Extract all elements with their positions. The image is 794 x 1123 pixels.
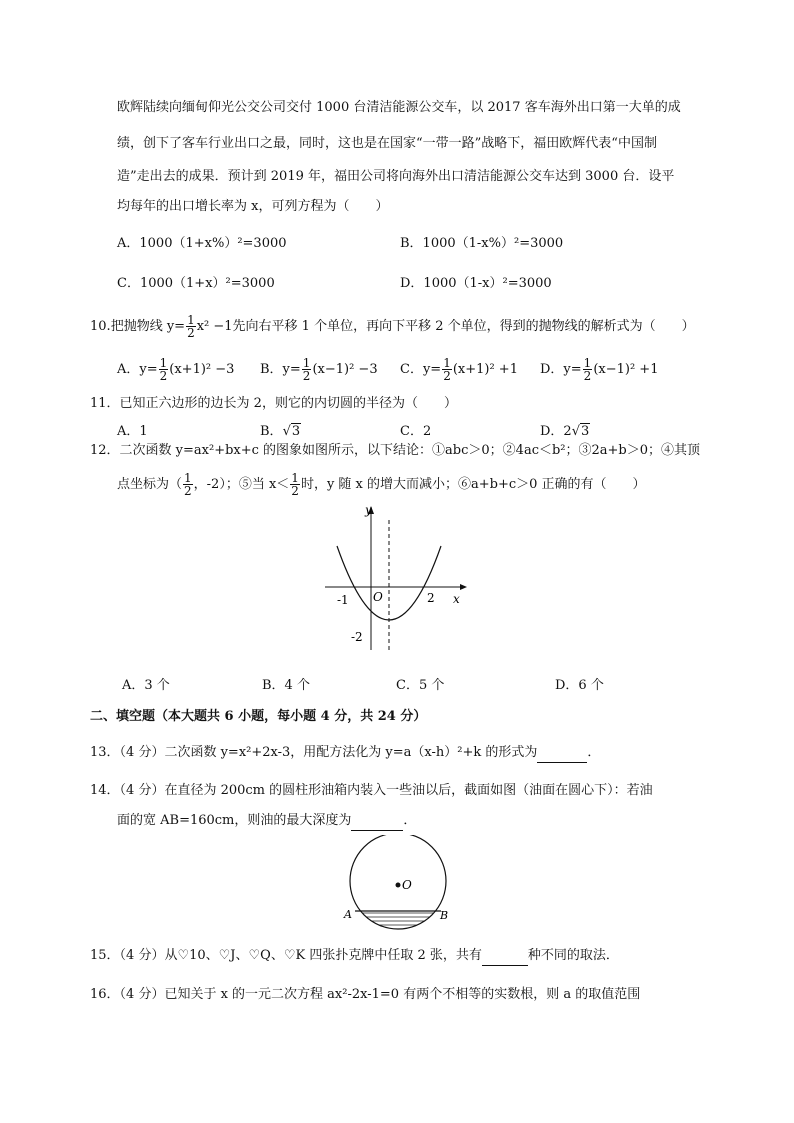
center-point	[396, 883, 401, 888]
q11-option-d: D．2√3	[540, 424, 590, 439]
tick-neg2: -2	[351, 630, 363, 644]
q12-option-d: D．6 个	[555, 678, 604, 693]
q14-answer-blank[interactable]	[351, 816, 403, 831]
q11-stem: 11．已知正六边形的边长为 2，则它的内切圆的半径为（ ）	[90, 396, 457, 411]
q9-text-line1: 欧辉陆续向缅甸仰光公交公司交付 1000 台清洁能源公交车，以 2017 客车海外出口第一大单的成	[117, 100, 681, 115]
q13-answer-blank[interactable]	[537, 748, 587, 763]
q14-stem-line2: 面的宽 AB=160cm，则油的最大深度为 ．	[117, 811, 416, 831]
oil-tank-figure	[338, 835, 458, 935]
section-heading-fill-in: 二、填空题（本大题共 6 小题，每小题 4 分，共 24 分）	[90, 709, 427, 724]
q10-stem: 10.把抛物线 y= $\frac{1}{2}$ x² −1先向右平移 1 个单位，再向下平移 2 个单位，得到的抛物线的解析式为（ ）	[90, 313, 695, 340]
q9-option-d: D．1000（1-x）²=3000	[400, 276, 552, 291]
q14-stem-line1: 14．（4 分）在直径为 200cm 的圆柱形油箱内装入一些油以后，截面如图（油面在圆心下）：若油	[90, 783, 653, 798]
q11-option-b: B．√3	[260, 424, 301, 439]
q15-stem: 15．（4 分）从♡10、♡J、♡Q、♡K 四张扑克牌中任取 2 张，共有 种不同的取法．	[90, 946, 619, 966]
q10-option-c: C．y= $\frac{1}{2}$ (x+1)² +1	[400, 356, 518, 383]
q10-number: 10	[90, 319, 107, 334]
q10-option-a: A．y= $\frac{1}{2}$ (x+1)² −3	[117, 356, 235, 383]
q13-stem: 13．（4 分）二次函数 y=x²+2x-3，用配方法化为 y=a（x-h）²+k 的形式为 ．	[90, 743, 600, 763]
q12-stem-line1: 12．二次函数 y=ax²+bx+c 的图象如图所示，以下结论：①abc＞0；②4ac＜b²；③2a+b＞0；④其顶	[90, 443, 701, 458]
y-label: y	[365, 503, 372, 517]
q9-option-c: C．1000（1+x）²=3000	[117, 276, 275, 291]
origin-label: O	[373, 590, 383, 604]
q12-option-b: B．4 个	[262, 678, 310, 693]
q12-stem-line2: 点坐标为（ $\frac{1}{2}$ ，-2）；⑤当 x＜ $\frac{1}{2}$ 时，y 随 x 的增大而减小；⑥a+b+c＞0 正确的有（ ）	[117, 471, 646, 498]
q10-fraction: $\frac{1}{2}$	[187, 313, 195, 340]
q11-option-c: C．2	[400, 424, 432, 439]
q10-pre: 把抛物线 y=	[110, 319, 186, 334]
x-axis-arrow	[460, 584, 467, 590]
q9-option-b: B．1000（1-x%）²=3000	[400, 236, 564, 251]
x-label: x	[453, 592, 460, 606]
label-b: B	[440, 909, 449, 922]
q10-option-d: D．y= $\frac{1}{2}$ (x−1)² +1	[540, 356, 659, 383]
q10-post: x² −1先向右平移 1 个单位，再向下平移 2 个单位，得到的抛物线的解析式为（ ）	[196, 319, 695, 334]
tick-neg1: -1	[337, 593, 349, 607]
q12-option-a: A．3 个	[122, 678, 170, 693]
q16-stem: 16．（4 分）已知关于 x 的一元二次方程 ax²-2x-1=0 有两个不相等的实数根，则 a 的取值范围	[90, 987, 641, 1002]
q9-text-line2: 绩，创下了客车行业出口之最，同时，这也是在国家“一带一路”战略下，福田欧辉代表“中国制	[117, 136, 657, 151]
label-a: A	[344, 908, 352, 921]
tick-2: 2	[427, 591, 435, 605]
label-o: O	[402, 878, 412, 892]
q11-option-a: A．1	[117, 424, 148, 439]
parabola-graph	[315, 500, 475, 660]
q15-answer-blank[interactable]	[482, 951, 528, 966]
q9-text-line3: 造”走出去的成果．预计到 2019 年，福田公司将向海外出口清洁能源公交车达到 3000 台．设平	[117, 169, 675, 184]
q9-option-a: A．1000（1+x%）²=3000	[117, 236, 287, 251]
q9-text-line4: 均每年的出口增长率为 x，可列方程为（ ）	[117, 199, 389, 214]
q10-option-b: B．y= $\frac{1}{2}$ (x−1)² −3	[260, 356, 378, 383]
q12-option-c: C．5 个	[396, 678, 445, 693]
